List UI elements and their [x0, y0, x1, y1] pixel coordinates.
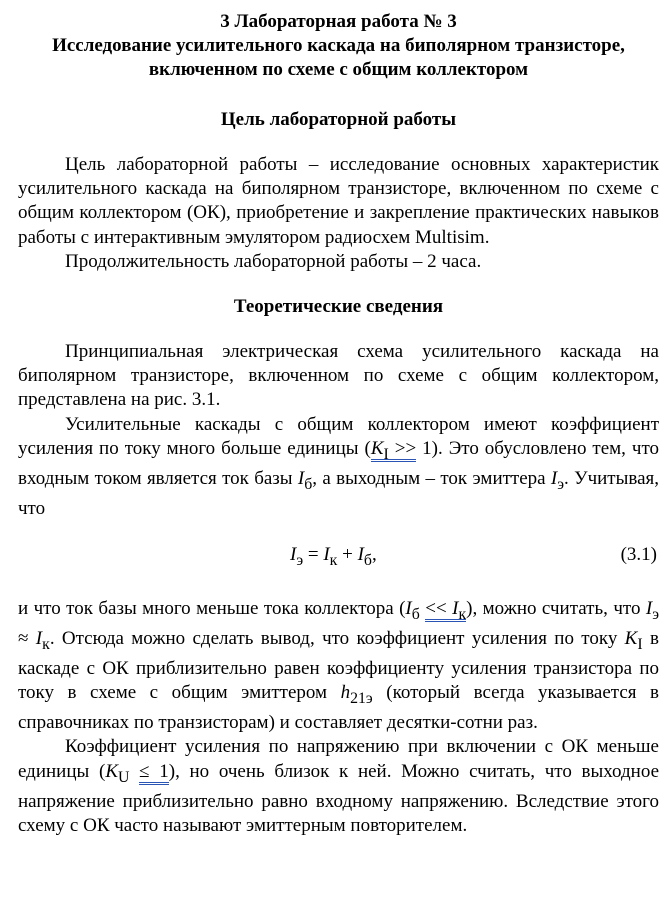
lab-subtitle: Исследование усилительного каскада на биполярном транзисторе, включенном по схеме с общим коллектором: [52, 35, 625, 80]
theory-paragraph-3: и что ток базы много меньше тока коллектора $(I_б << I_к)$, можно считать, что $I_э \approx I_к$. Отсюда можно сделать вывод, что коэффициент усиления по току $K_I$ в каскаде с ОК приблизительно равен коэффициенту усиления транзистора по току в схеме с общим эмиттером $h_{21э}$ (который всегда указывается в справочниках по транзисторам) и составляет десятки-сотни раз.: [18, 598, 660, 734]
theory-paragraph-2: Усилительные каскады с общим коллектором имеют коэффициент усиления по току много больше единицы $(K_I >> 1)$. Это обусловлено тем, что входным током является ток базы $I_б$, а выходным – ток эмиттера $I_э$. Учитывая, что: [18, 413, 660, 519]
theory-paragraph-1: Принципиальная электрическая схема усилительного каскада на биполярном транзисторе, включенном по схеме с общим коллектором, представлена на рис. 3.1.: [18, 341, 659, 411]
document-page: [18, 10, 659, 838]
lab-title: 3 Лабораторная работа № 3: [220, 11, 457, 32]
goal-paragraph: Цель лабораторной работы – исследование основных характеристик усилительного каскада на биполярном транзисторе, включенном по схеме с общим коллектором (ОК), приобретение и закрепление практических навыков работы с интерактивным эмулятором радиосхем Multisim.: [18, 154, 659, 248]
formula-expression: $I_э = I_к + I_б$,: [290, 544, 377, 569]
formula-number: (3.1): [620, 544, 657, 566]
formula-3-1: [18, 543, 659, 567]
theory-heading: Теоретические сведения: [233, 296, 444, 318]
duration-paragraph: Продолжительность лабораторной работы – 2 часа.: [65, 250, 482, 272]
theory-paragraph-4: Коэффициент усиления по напряжению при включении с ОК меньше единицы $(K_U \le 1)$, но очень близок к ней. Можно считать, что выходное напряжение приблизительно равно входному напряжению. Вследствие этого схему с ОК часто называют эмиттерным повторителем.: [18, 736, 659, 836]
goal-heading: Цель лабораторной работы: [220, 109, 457, 130]
